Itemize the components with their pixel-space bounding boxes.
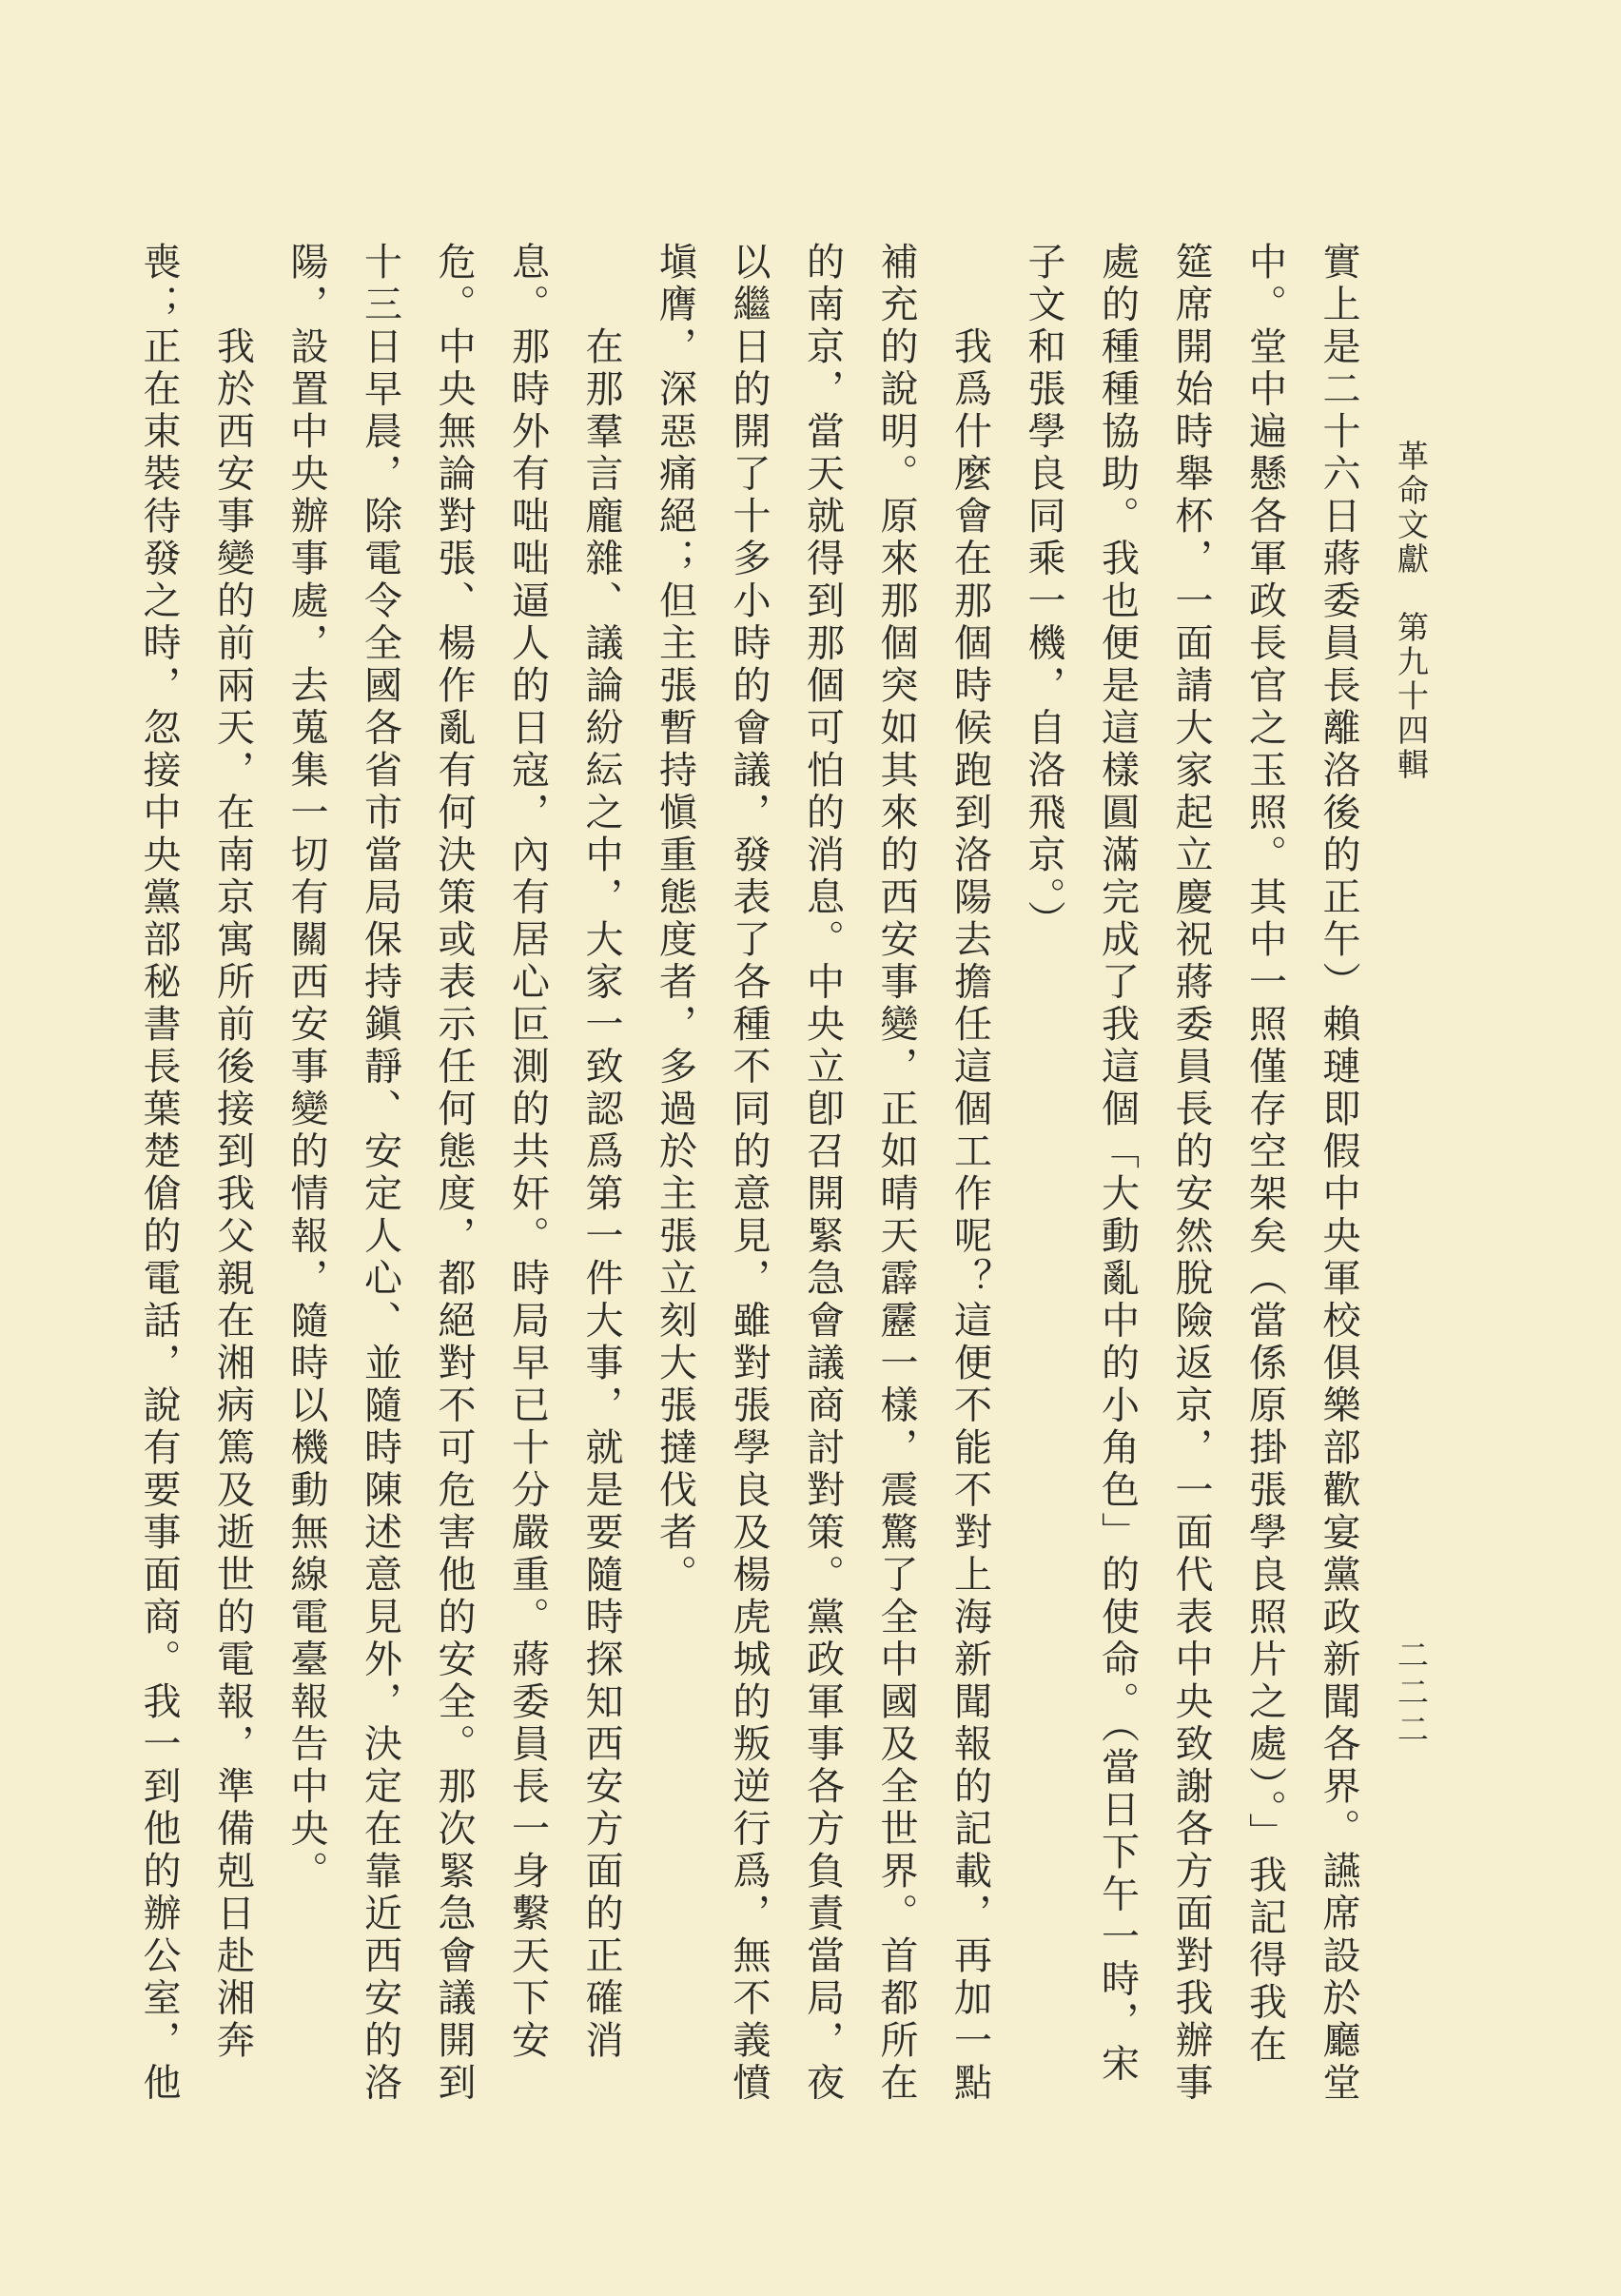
- text-column: 處的種種協助。我也便是這樣圓滿完成了我這個「大動亂中的小角色」的使命。（當日下午一時，宋: [1095, 242, 1140, 2086]
- page-number: 二二二: [1393, 1639, 1430, 1750]
- text-column: 陽，設置中央辦事處，去蒐集一切有關西安事變的情報，隨時以機動無線電臺報告中央。: [284, 242, 328, 1894]
- text-column: 筵席開始時舉杯，一面請大家起立慶祝蔣委員長的安然脫險返京，一面代表中央致謝各方面對我辦事: [1169, 242, 1213, 2105]
- text-column: 我於西安事變的前兩天，在南京寓所前後接到我父親在湘病篤及逝世的電報，準備剋日赴湘奔: [210, 326, 255, 2063]
- running-title: 革命文獻 第九十四輯: [1393, 440, 1430, 782]
- text-column: 危。中央無論對張、楊作亂有何決策或表示任何態度，都絕對不可危害他的安全。那次緊急會議開到: [432, 242, 476, 2105]
- text-column: 以繼日的開了十多小時的會議，發表了各種不同的意見，雖對張學良及楊虎城的叛逆行爲，無不義憤: [727, 242, 771, 2105]
- text-column: 的南京，當天就得到那個可怕的消息。中央立卽召開緊急會議商討對策。黨政軍事各方負責當局，夜: [800, 242, 845, 2105]
- text-column: 十三日早晨，除電令全國各省市當局保持鎭靜、安定人心、並隨時陳述意見外，決定在靠近西安的洛: [358, 242, 402, 2105]
- text-column: 補充的說明。原來那個突如其來的西安事變，正如晴天霹靂一樣，震驚了全中國及全世界。首都所在: [874, 242, 918, 2105]
- text-column: 塡膺，深惡痛絕；但主張暫持愼重態度者，多過於主張立刻大張撻伐者。: [653, 242, 697, 1597]
- text-column: 息。那時外有咄咄逼人的日寇，內有居心叵測的共奸。時局早已十分嚴重。蔣委員長一身繫天下安: [505, 242, 550, 2063]
- text-column: 我爲什麼會在那個時候跑到洛陽去擔任這個工作呢？這便不能不對上海新聞報的記載，再加一點: [947, 326, 992, 2105]
- text-column: 實上是二十六日蔣委員長離洛後的正午）賴璉即假中央軍校俱樂部歡宴黨政新聞各界。讌席設於廳堂: [1317, 242, 1360, 2105]
- text-column: 在那羣言龐雜、議論紛紜之中，大家一致認爲第一件大事，就是要隨時探知西安方面的正確消: [579, 326, 623, 2063]
- text-column: 子文和張學良同乘一機，自洛飛京。）: [1022, 242, 1065, 943]
- text-column: 喪；正在束裝待發之時，忽接中央黨部秘書長葉楚傖的電話，說有要事面商。我一到他的辦公室，他: [137, 242, 181, 2105]
- text-column: 中。堂中遍懸各軍政長官之玉照。其中一照僅存空架矣（當係原掛張學良照片之處）。」我記得我在: [1242, 242, 1287, 2067]
